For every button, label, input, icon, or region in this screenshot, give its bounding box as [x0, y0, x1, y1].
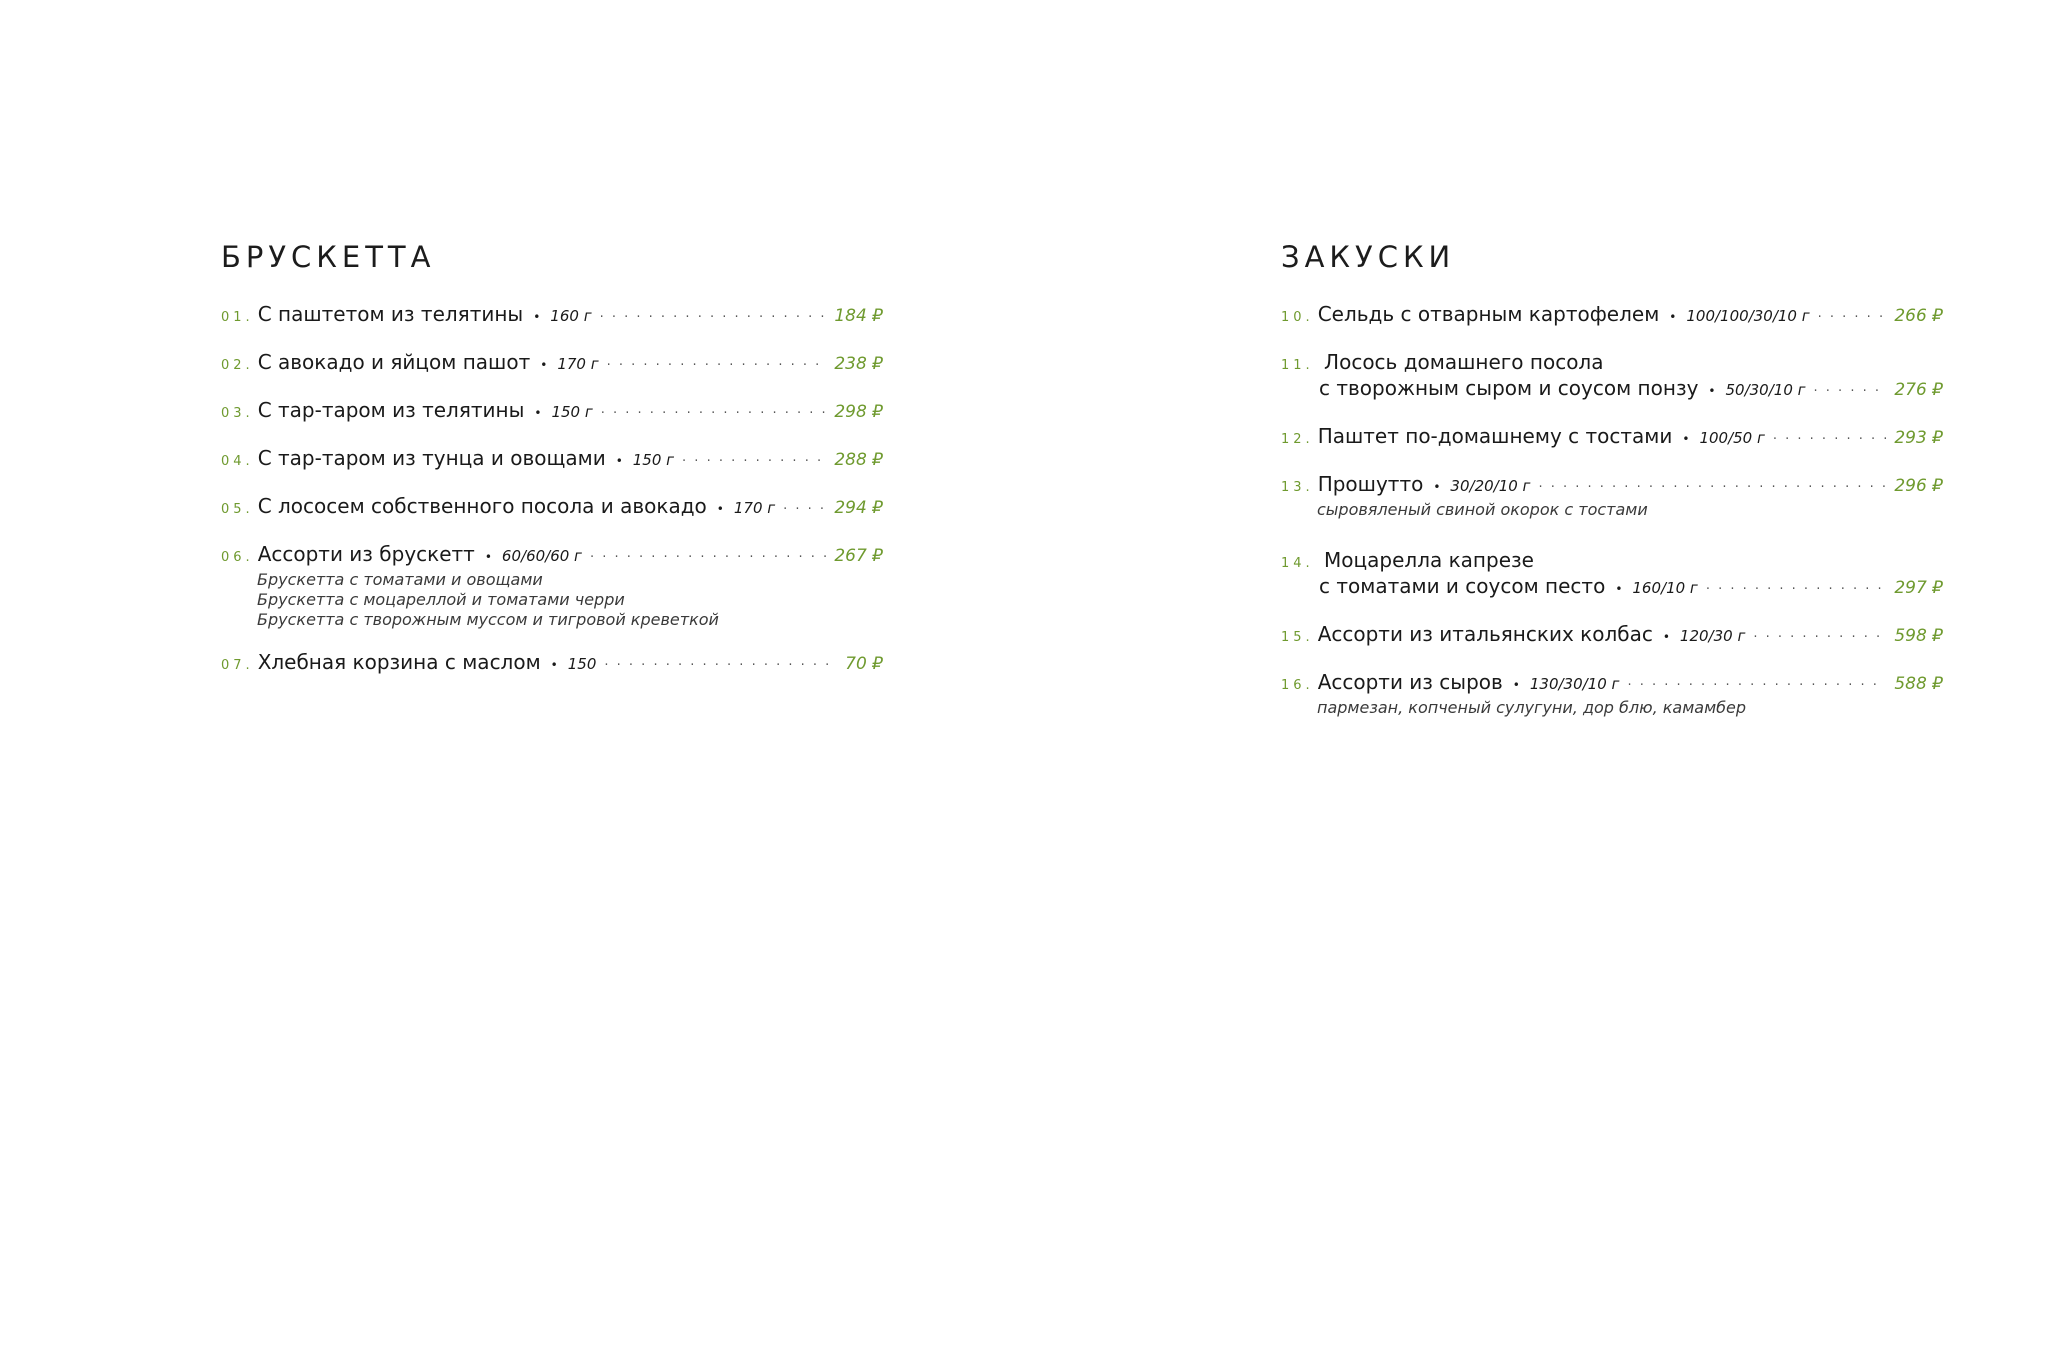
item-price: 276 ₽: [1894, 380, 1943, 400]
menu-item: [1281, 424, 1943, 452]
item-name: С тар-таром из тунца и овощами: [257, 446, 606, 470]
item-number: 16.: [1281, 678, 1314, 693]
item-number: 12.: [1281, 432, 1314, 447]
item-weight: • 120/30 г: [1663, 627, 1746, 645]
item-number: 14.: [1281, 556, 1314, 571]
dot-leader: [590, 550, 826, 565]
menu-item: [1281, 472, 1943, 520]
item-weight: • 170 г: [540, 355, 598, 373]
menu-item: [1281, 350, 1943, 404]
dot-leader: [783, 502, 826, 517]
item-price: 297 ₽: [1894, 578, 1943, 598]
item-description: пармезан, копченый сулугуни, дор блю, камамбер: [1317, 698, 1747, 717]
item-price: 296 ₽: [1894, 476, 1943, 496]
item-weight: • 50/30/10 г: [1708, 381, 1805, 399]
item-weight: • 60/60/60 г: [485, 547, 582, 565]
item-name-line1: Моцарелла капрезе: [1324, 548, 1534, 572]
item-price: 588 ₽: [1894, 674, 1943, 694]
item-weight: • 100/50 г: [1682, 429, 1765, 447]
item-price: 70 ₽: [845, 654, 883, 674]
item-weight: • 150 г: [534, 403, 592, 421]
item-price: 184 ₽: [834, 306, 883, 326]
menu-item: [1281, 302, 1943, 330]
item-number: 05.: [221, 502, 254, 517]
item-price: 298 ₽: [834, 402, 883, 422]
item-price: 293 ₽: [1894, 428, 1943, 448]
item-price: 288 ₽: [834, 450, 883, 470]
item-price: 294 ₽: [834, 498, 883, 518]
item-description: Брускетта с творожным муссом и тигровой креветкой: [257, 610, 719, 629]
item-name: Прошутто: [1317, 472, 1424, 496]
item-description: сыровяленый свиной окорок с тостами: [1317, 500, 1648, 519]
dot-leader: [1753, 630, 1886, 645]
item-name: Сельдь с отварным картофелем: [1317, 302, 1660, 326]
menu-item: [221, 542, 883, 630]
item-number: 13.: [1281, 480, 1314, 495]
dot-leader: [1814, 384, 1887, 399]
menu-item: [1281, 670, 1943, 718]
item-number: 15.: [1281, 630, 1314, 645]
dot-leader: [1818, 310, 1887, 325]
item-weight: • 150: [551, 655, 597, 673]
item-name: с творожным сыром и соусом понзу: [1319, 376, 1699, 400]
item-number: 02.: [221, 358, 254, 373]
item-weight: • 100/100/30/10 г: [1669, 307, 1809, 325]
menu-item: [1281, 622, 1943, 650]
item-name: Хлебная корзина с маслом: [257, 650, 541, 674]
item-number: 06.: [221, 550, 254, 565]
dot-leader: [600, 310, 827, 325]
item-price: 238 ₽: [834, 354, 883, 374]
dot-leader: [682, 454, 826, 469]
dot-leader: [604, 658, 837, 673]
dot-leader: [1773, 432, 1886, 447]
item-description: Брускетта с моцареллой и томатами черри: [257, 590, 625, 609]
dot-leader: [1627, 678, 1886, 693]
menu-item: [1281, 548, 1943, 602]
item-name: Ассорти из сыров: [1317, 670, 1503, 694]
item-weight: • 160 г: [533, 307, 591, 325]
item-name: С паштетом из телятины: [257, 302, 524, 326]
dot-leader: [607, 358, 827, 373]
menu-item: [221, 398, 883, 426]
item-name-line1: Лосось домашнего посола: [1324, 350, 1604, 374]
item-weight: • 30/20/10 г: [1433, 477, 1530, 495]
item-number: 11.: [1281, 358, 1314, 373]
item-name: Ассорти из итальянских колбас: [1317, 622, 1653, 646]
dot-leader: [1706, 582, 1887, 597]
menu-item: [221, 494, 883, 522]
item-number: 01.: [221, 310, 254, 325]
item-name: Паштет по-домашнему с тостами: [1317, 424, 1673, 448]
item-weight: • 160/10 г: [1615, 579, 1698, 597]
appetizers-section: [1281, 240, 1943, 738]
item-number: 03.: [221, 406, 254, 421]
item-price: 267 ₽: [834, 546, 883, 566]
item-description: Брускетта с томатами и овощами: [257, 570, 543, 589]
item-weight: • 130/30/10 г: [1513, 675, 1620, 693]
item-number: 04.: [221, 454, 254, 469]
menu-item: [221, 446, 883, 474]
dot-leader: [601, 406, 827, 421]
menu-item: [221, 302, 883, 330]
section-title: ЗАКУСКИ: [1281, 240, 1456, 274]
menu-item: [221, 650, 883, 678]
menu-item: [221, 350, 883, 378]
item-name: С лососем собственного посола и авокадо: [257, 494, 707, 518]
section-title: БРУСКЕТТА: [221, 240, 436, 274]
dot-leader: [1538, 480, 1886, 495]
item-name: с томатами и соусом песто: [1319, 574, 1606, 598]
item-name: С тар-таром из телятины: [257, 398, 525, 422]
item-price: 266 ₽: [1894, 306, 1943, 326]
item-number: 07.: [221, 658, 254, 673]
item-price: 598 ₽: [1894, 626, 1943, 646]
item-name: С авокадо и яйцом пашот: [257, 350, 531, 374]
item-weight: • 150 г: [616, 451, 674, 469]
bruschetta-section: [221, 240, 883, 698]
item-number: 10.: [1281, 310, 1314, 325]
item-weight: • 170 г: [717, 499, 775, 517]
item-name: Ассорти из брускетт: [257, 542, 475, 566]
